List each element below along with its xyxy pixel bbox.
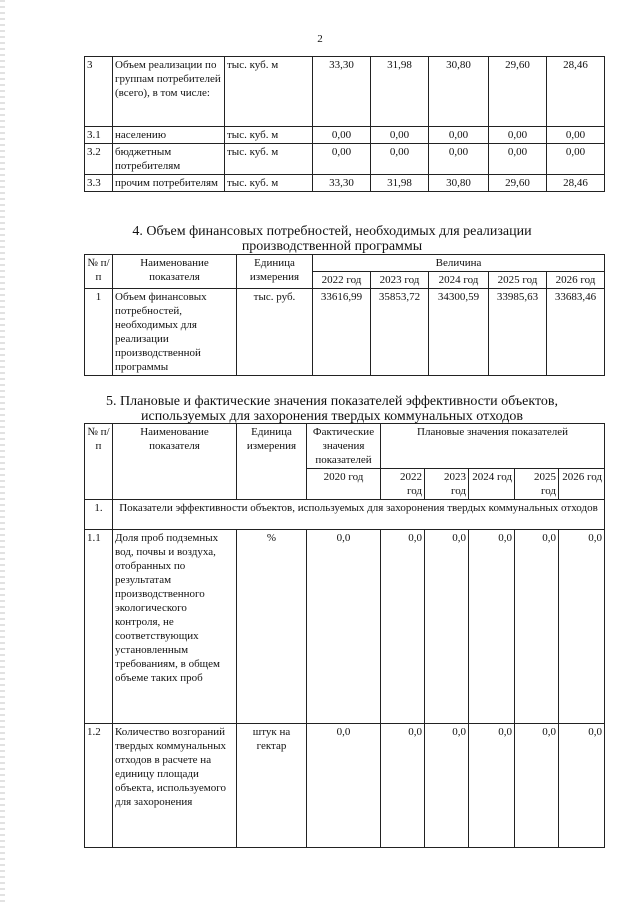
header-name: Наименование показателя [113, 255, 237, 289]
value-cell: 0,0 [559, 530, 605, 724]
year-header: 2022 год [313, 272, 371, 289]
table-row [85, 289, 605, 376]
value-cell: 0,0 [515, 724, 559, 848]
heading-line: 4. Объем финансовых потребностей, необходимых для реализации [132, 224, 532, 239]
efficiency-indicators-table [84, 423, 605, 848]
value-cell: 29,60 [489, 175, 547, 192]
value-cell: 29,60 [489, 57, 547, 127]
value-cell: 0,0 [381, 724, 425, 848]
heading-line: производственной программы [241, 239, 423, 254]
year-header: 2024 год [429, 272, 489, 289]
value-cell: 0,0 [381, 530, 425, 724]
header-unit: Единица измерения [237, 424, 307, 500]
value-cell: 33985,63 [489, 289, 547, 376]
value-cell: 0,00 [489, 144, 547, 175]
scan-edge-artifact [0, 0, 5, 905]
table-row [85, 175, 605, 192]
value-cell: 0,0 [425, 724, 469, 848]
value-cell: 28,46 [547, 175, 605, 192]
value-cell: 30,80 [429, 175, 489, 192]
value-cell: 33,30 [313, 175, 371, 192]
row-number: 1.2 [85, 724, 113, 848]
actual-value: 0,0 [307, 724, 381, 848]
actual-value: 0,0 [307, 530, 381, 724]
header-row [85, 255, 605, 272]
header-name: Наименование показателя [113, 424, 237, 500]
value-cell: 0,0 [425, 530, 469, 724]
row-name: Объем финансовых потребностей, необходимых для реализации производственной программы [113, 289, 237, 376]
row-unit: штук на гектар [237, 724, 307, 848]
value-cell: 0,00 [371, 127, 429, 144]
row-unit: тыс. куб. м [225, 144, 313, 175]
table-row [85, 530, 605, 724]
sales-volume-table [84, 56, 605, 192]
value-cell: 0,0 [515, 530, 559, 724]
value-cell: 0,0 [469, 530, 515, 724]
value-cell: 0,00 [547, 127, 605, 144]
row-name: прочим потребителям [113, 175, 225, 192]
value-cell: 0,00 [547, 144, 605, 175]
year-header: 2022 год [381, 469, 425, 500]
row-number: 3 [85, 57, 113, 127]
value-cell: 33,30 [313, 57, 371, 127]
row-number: 3.2 [85, 144, 113, 175]
group-title: Показатели эффективности объектов, используемых для захоронения твердых коммунальных отходов [113, 500, 605, 530]
value-cell: 30,80 [429, 57, 489, 127]
heading-line: используемых для захоронения твердых коммунальных отходов [141, 409, 523, 424]
section-5-heading [52, 394, 612, 424]
header-value: Величина [313, 255, 605, 272]
year-header: 2026 год [559, 469, 605, 500]
group-row [85, 500, 605, 530]
page-number: 2 [317, 33, 323, 45]
value-cell: 31,98 [371, 175, 429, 192]
year-header: 2025 год [515, 469, 559, 500]
row-name: Объем реализации по группам потребителей (всего), в том числе: [113, 57, 225, 127]
row-name: населению [113, 127, 225, 144]
value-cell: 35853,72 [371, 289, 429, 376]
section-4-heading [52, 224, 612, 254]
value-cell: 28,46 [547, 57, 605, 127]
row-unit: тыс. куб. м [225, 175, 313, 192]
table-row [85, 127, 605, 144]
row-name: бюджетным потребителям [113, 144, 225, 175]
year-header: 2024 год [469, 469, 515, 500]
value-cell: 0,00 [429, 144, 489, 175]
row-number: 1.1 [85, 530, 113, 724]
heading-line: 5. Плановые и фактические значения показателей эффективности объектов, [105, 394, 558, 409]
value-cell: 33683,46 [547, 289, 605, 376]
value-cell: 0,00 [489, 127, 547, 144]
row-name: Количество возгораний твердых коммунальных отходов в расчете на единицу площади объекта, используемого для захоронения [113, 724, 237, 848]
value-cell: 0,00 [313, 144, 371, 175]
value-cell: 34300,59 [429, 289, 489, 376]
row-name: Доля проб подземных вод, почвы и воздуха, отобранных по результатам производственного экологического контроля, не соответствующих установленным требованиям, в общем объеме таких проб [113, 530, 237, 724]
value-cell: 0,00 [371, 144, 429, 175]
year-header: 2023 год [371, 272, 429, 289]
table-row [85, 57, 605, 127]
row-number: 3.1 [85, 127, 113, 144]
row-number: 3.3 [85, 175, 113, 192]
actual-year-header: 2020 год [307, 469, 381, 500]
header-num: № п/п [85, 424, 113, 500]
header-row [85, 424, 605, 469]
row-unit: % [237, 530, 307, 724]
value-cell: 0,0 [469, 724, 515, 848]
year-header: 2025 год [489, 272, 547, 289]
table-row [85, 724, 605, 848]
group-number: 1. [85, 500, 113, 530]
header-planned: Плановые значения показателей [381, 424, 605, 469]
row-unit: тыс. руб. [237, 289, 313, 376]
row-unit: тыс. куб. м [225, 57, 313, 127]
financial-needs-table [84, 254, 605, 376]
table-row [85, 144, 605, 175]
row-unit: тыс. куб. м [225, 127, 313, 144]
value-cell: 33616,99 [313, 289, 371, 376]
year-header: 2026 год [547, 272, 605, 289]
value-cell: 0,00 [313, 127, 371, 144]
header-actual: Фактические значения показателей [307, 424, 381, 469]
row-number: 1 [85, 289, 113, 376]
value-cell: 0,0 [559, 724, 605, 848]
header-unit: Единица измерения [237, 255, 313, 289]
year-header: 2023 год [425, 469, 469, 500]
header-num: № п/п [85, 255, 113, 289]
value-cell: 0,00 [429, 127, 489, 144]
value-cell: 31,98 [371, 57, 429, 127]
